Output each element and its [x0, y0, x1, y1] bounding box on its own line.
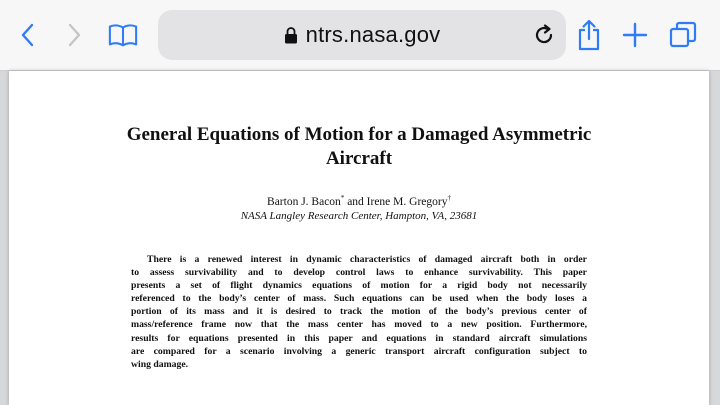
url-text: ntrs.nasa.gov [305, 22, 441, 47]
new-tab-icon[interactable] [620, 18, 650, 52]
author-2-mark: † [447, 194, 451, 202]
author-line [9, 194, 709, 208]
author-separator: and [344, 195, 367, 208]
tabs-icon[interactable] [668, 18, 698, 52]
forward-icon[interactable] [60, 18, 90, 52]
abstract-line: mass/reference frame now that the mass center has moved to a new position. Furthermore, [131, 319, 587, 331]
bookmarks-icon[interactable] [108, 18, 138, 52]
reload-icon[interactable] [532, 23, 556, 47]
abstract-line: referenced to the body’s center of mass. Such equations can be used when the body loses a [131, 293, 587, 305]
lock-icon [284, 26, 298, 44]
share-icon[interactable] [574, 18, 604, 52]
abstract-line: results for equations presented in this paper and equations in standard aircraft simulations [131, 332, 587, 344]
address-bar[interactable] [158, 10, 566, 60]
paper-title [9, 123, 709, 171]
author-1-mark: * [340, 194, 345, 202]
document-page [9, 71, 709, 405]
abstract-line: to assess survivability and to develop control laws to enhance survivability. This paper [131, 267, 587, 279]
affiliation: NASA Langley Research Center, Hampton, VA, 23681 [240, 210, 478, 222]
back-icon[interactable] [12, 18, 42, 52]
abstract-line: presents a set of flight dynamics equations of motion for a rigid body not necessarily [131, 280, 587, 292]
browser-toolbar [0, 0, 720, 71]
abstract [131, 253, 587, 371]
abstract-line: portion of its mass and it is desired to track the motion of the body’s previous center of [131, 306, 587, 318]
paper-title-line-1: General Equations of Motion for a Damaged Asymmetric [126, 124, 592, 145]
author-2: Irene M. Gregory [366, 195, 448, 208]
abstract-line: There is a renewed interest in dynamic characteristics of damaged aircraft both in order [147, 254, 587, 265]
abstract-line: are compared for a scenario involving a generic transport aircraft configuration subject to [131, 345, 587, 357]
pdf-viewer[interactable] [0, 71, 720, 405]
paper-title-line-2: Aircraft [325, 148, 393, 169]
abstract-line: wing damage. [131, 358, 189, 370]
author-1: Barton J. Bacon [267, 195, 341, 208]
